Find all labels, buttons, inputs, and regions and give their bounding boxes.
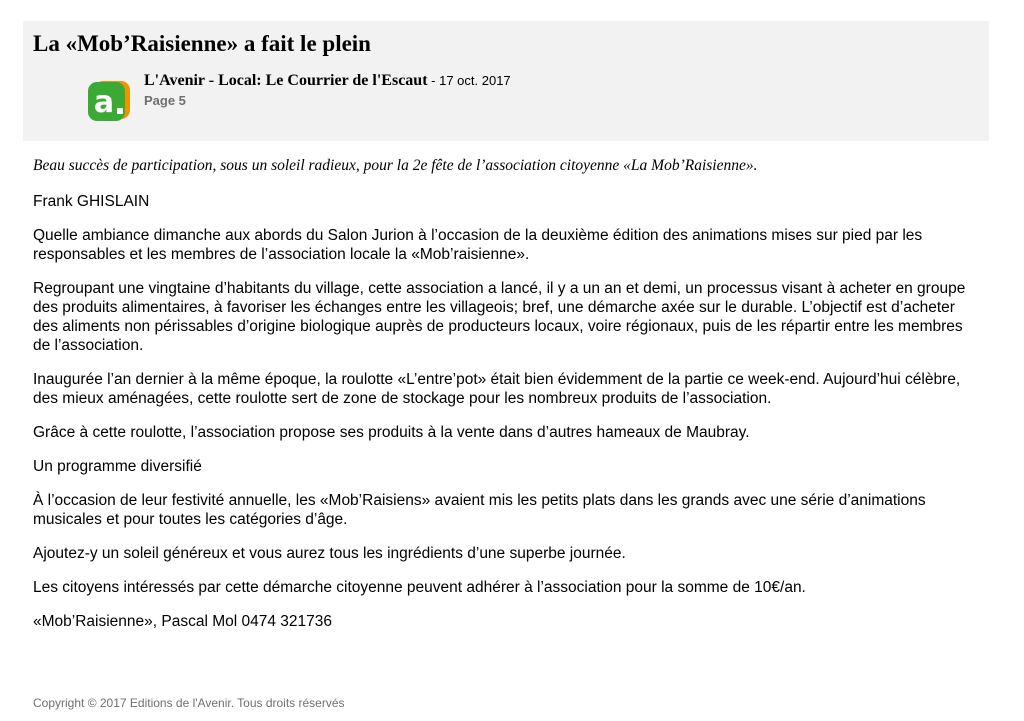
article-subheading: Un programme diversifié [33, 458, 202, 475]
article-author: Frank GHISLAIN [33, 193, 150, 210]
copyright-notice: Copyright © 2017 Editions de l'Avenir. Tous droits réservés [33, 696, 345, 710]
source-separator: - [427, 73, 440, 88]
article-paragraph: Les citoyens intéressés par cette démarche citoyenne peuvent adhérer à l’association pour la somme de 10€/an. [33, 579, 806, 596]
article-paragraph: Inaugurée l’an dernier à la même époque, la roulotte «L’entre’pot» était bien évidemment de la partie ce week-end. Aujourd’hui célèbre, des mieux aménagées, cette roulotte sert de zone de stockage pour les nombreux produits de l’association. [33, 371, 961, 407]
publication-date: 17 oct. 2017 [439, 73, 511, 88]
article-title: La «Mob’Raisienne» a fait le plein [33, 31, 371, 56]
article-contact: «Mob’Raisienne», Pascal Mol 0474 321736 [33, 613, 333, 630]
article-lead: Beau succès de participation, sous un soleil radieux, pour la 2e fête de l’association citoyenne «La Mob’Raisienne». [33, 157, 758, 174]
article-paragraph: Quelle ambiance dimanche aux abords du Salon Jurion à l’occasion de la deuxième édition des animations mises sur pied par les responsables et les membres de l’association locale la «Mob’raisienne». [33, 227, 923, 263]
article-header [23, 21, 989, 141]
source-name: L'Avenir - Local: Le Courrier de l'Escaut [144, 72, 428, 89]
article-paragraph: Regroupant une vingtaine d’habitants du village, cette association a lancé, il y a un an et demi, un processus visant à acheter en groupe des produits alimentaires, à favoriser les échanges entre les villageois; bref, une démarche axée sur le durable. L’objectif est d’acheter des aliments non périssables d’origine biologique auprès de producteurs locaux, voire régionaux, puis de les répartir entre les membres de l’association. [33, 280, 966, 354]
article-paragraph: Ajoutez-y un soleil généreux et vous aurez tous les ingrédients d’une superbe journée. [33, 545, 626, 562]
svg-text:a: a [93, 85, 115, 120]
article-body [33, 156, 978, 646]
page-number: Page 5 [144, 93, 186, 108]
source-line [144, 71, 511, 91]
article-paragraph: À l’occasion de leur festivité annuelle, les «Mob’Raisiens» avaient mis les petits plats dans les grands avec une série d’animations musicales et pour toutes les catégories d’âge. [33, 492, 926, 528]
article-paragraph: Grâce à cette roulotte, l’association propose ses produits à la vente dans d’autres hameaux de Maubray. [33, 424, 750, 441]
lavenir-logo-icon [88, 79, 130, 121]
